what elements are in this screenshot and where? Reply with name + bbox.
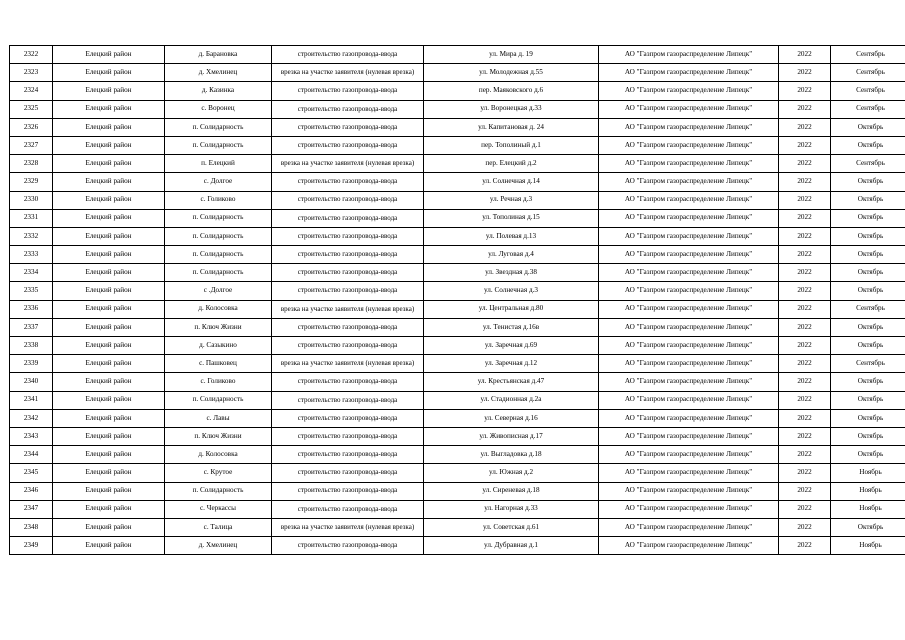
work-type-cell: строительство газопровода-ввода <box>272 118 424 136</box>
organization-cell: АО "Газпром газораспределение Липецк" <box>599 155 779 173</box>
row-number-cell: 2331 <box>10 209 53 227</box>
table-row <box>10 173 905 191</box>
district-cell: Елецкий район <box>53 482 165 500</box>
address-cell: пер. Тополиный д.1 <box>424 136 599 154</box>
address-cell: ул. Звездная д.38 <box>424 264 599 282</box>
month-cell: Сентябрь <box>831 355 905 373</box>
table-row <box>10 282 905 300</box>
district-cell: Елецкий район <box>53 355 165 373</box>
address-cell: ул. Тополиная д.15 <box>424 209 599 227</box>
year-cell: 2022 <box>779 537 831 555</box>
month-cell: Октябрь <box>831 427 905 445</box>
work-type-cell: строительство газопровода-ввода <box>272 173 424 191</box>
work-type-cell: врезка на участке заявителя (нулевая врезка) <box>272 355 424 373</box>
work-type-cell: врезка на участке заявителя (нулевая врезка) <box>272 64 424 82</box>
year-cell: 2022 <box>779 100 831 118</box>
organization-cell: АО "Газпром газораспределение Липецк" <box>599 337 779 355</box>
address-cell: ул. Выгладовка д.18 <box>424 446 599 464</box>
year-cell: 2022 <box>779 118 831 136</box>
district-cell: Елецкий район <box>53 191 165 209</box>
settlement-cell: п. Ключ Жизни <box>165 318 272 336</box>
settlement-cell: п. Солидарность <box>165 391 272 409</box>
row-number-cell: 2342 <box>10 409 53 427</box>
district-cell: Елецкий район <box>53 246 165 264</box>
row-number-cell: 2326 <box>10 118 53 136</box>
row-number-cell: 2330 <box>10 191 53 209</box>
district-cell: Елецкий район <box>53 337 165 355</box>
table-row <box>10 246 905 264</box>
year-cell: 2022 <box>779 155 831 173</box>
year-cell: 2022 <box>779 318 831 336</box>
work-type-cell: строительство газопровода-ввода <box>272 427 424 445</box>
organization-cell: АО "Газпром газораспределение Липецк" <box>599 246 779 264</box>
district-cell: Елецкий район <box>53 227 165 245</box>
work-type-cell: строительство газопровода-ввода <box>272 46 424 64</box>
row-number-cell: 2347 <box>10 500 53 518</box>
settlement-cell: д. Колосовка <box>165 446 272 464</box>
address-cell: ул. Нагорная д.33 <box>424 500 599 518</box>
organization-cell: АО "Газпром газораспределение Липецк" <box>599 318 779 336</box>
month-cell: Октябрь <box>831 318 905 336</box>
settlement-cell: п. Ключ Жизни <box>165 427 272 445</box>
organization-cell: АО "Газпром газораспределение Липецк" <box>599 209 779 227</box>
year-cell: 2022 <box>779 337 831 355</box>
table-row <box>10 409 905 427</box>
year-cell: 2022 <box>779 446 831 464</box>
row-number-cell: 2349 <box>10 537 53 555</box>
district-cell: Елецкий район <box>53 409 165 427</box>
address-cell: ул. Молодежная д.55 <box>424 64 599 82</box>
month-cell: Октябрь <box>831 282 905 300</box>
address-cell: ул. Воронецкая д.33 <box>424 100 599 118</box>
address-cell: пер. Маяковского д.6 <box>424 82 599 100</box>
organization-cell: АО "Газпром газораспределение Липецк" <box>599 537 779 555</box>
month-cell: Сентябрь <box>831 300 905 318</box>
table-body <box>10 46 905 555</box>
organization-cell: АО "Газпром газораспределение Липецк" <box>599 482 779 500</box>
district-cell: Елецкий район <box>53 427 165 445</box>
address-cell: ул. Советская д.61 <box>424 518 599 536</box>
work-type-cell: строительство газопровода-ввода <box>272 227 424 245</box>
row-number-cell: 2338 <box>10 337 53 355</box>
work-type-cell: строительство газопровода-ввода <box>272 282 424 300</box>
work-type-cell: врезка на участке заявителя (нулевая врезка) <box>272 155 424 173</box>
address-cell: ул. Полевая д.13 <box>424 227 599 245</box>
settlement-cell: с. Пашковец <box>165 355 272 373</box>
settlement-cell: д. Барановка <box>165 46 272 64</box>
year-cell: 2022 <box>779 464 831 482</box>
address-cell: ул. Стадионная д.2а <box>424 391 599 409</box>
month-cell: Октябрь <box>831 227 905 245</box>
work-type-cell: строительство газопровода-ввода <box>272 391 424 409</box>
year-cell: 2022 <box>779 355 831 373</box>
row-number-cell: 2324 <box>10 82 53 100</box>
settlement-cell: с. Крутое <box>165 464 272 482</box>
month-cell: Октябрь <box>831 391 905 409</box>
table-row <box>10 518 905 536</box>
table-row <box>10 82 905 100</box>
address-cell: пер. Елецкий д.2 <box>424 155 599 173</box>
year-cell: 2022 <box>779 191 831 209</box>
table-row <box>10 482 905 500</box>
district-cell: Елецкий район <box>53 464 165 482</box>
year-cell: 2022 <box>779 227 831 245</box>
organization-cell: АО "Газпром газораспределение Липецк" <box>599 355 779 373</box>
table-row <box>10 209 905 227</box>
row-number-cell: 2325 <box>10 100 53 118</box>
year-cell: 2022 <box>779 209 831 227</box>
address-cell: ул. Живописная д.17 <box>424 427 599 445</box>
address-cell: ул. Крестьянская д.47 <box>424 373 599 391</box>
organization-cell: АО "Газпром газораспределение Липецк" <box>599 46 779 64</box>
year-cell: 2022 <box>779 427 831 445</box>
settlement-cell: п. Солидарность <box>165 227 272 245</box>
organization-cell: АО "Газпром газораспределение Липецк" <box>599 100 779 118</box>
year-cell: 2022 <box>779 500 831 518</box>
year-cell: 2022 <box>779 409 831 427</box>
organization-cell: АО "Газпром газораспределение Липецк" <box>599 409 779 427</box>
district-cell: Елецкий район <box>53 100 165 118</box>
address-cell: ул. Южная д.2 <box>424 464 599 482</box>
work-type-cell: врезка на участке заявителя (нулевая врезка) <box>272 518 424 536</box>
table-row <box>10 64 905 82</box>
row-number-cell: 2343 <box>10 427 53 445</box>
table-row <box>10 118 905 136</box>
organization-cell: АО "Газпром газораспределение Липецк" <box>599 464 779 482</box>
table-row <box>10 391 905 409</box>
organization-cell: АО "Газпром газораспределение Липецк" <box>599 64 779 82</box>
month-cell: Сентябрь <box>831 64 905 82</box>
district-cell: Елецкий район <box>53 173 165 191</box>
row-number-cell: 2339 <box>10 355 53 373</box>
year-cell: 2022 <box>779 173 831 191</box>
table-row <box>10 446 905 464</box>
address-cell: ул. Солнечная д.14 <box>424 173 599 191</box>
settlement-cell: с. Талица <box>165 518 272 536</box>
table-row <box>10 155 905 173</box>
year-cell: 2022 <box>779 282 831 300</box>
organization-cell: АО "Газпром газораспределение Липецк" <box>599 191 779 209</box>
organization-cell: АО "Газпром газораспределение Липецк" <box>599 136 779 154</box>
district-cell: Елецкий район <box>53 300 165 318</box>
organization-cell: АО "Газпром газораспределение Липецк" <box>599 427 779 445</box>
work-type-cell: строительство газопровода-ввода <box>272 464 424 482</box>
work-type-cell: строительство газопровода-ввода <box>272 537 424 555</box>
work-type-cell: строительство газопровода-ввода <box>272 446 424 464</box>
year-cell: 2022 <box>779 64 831 82</box>
row-number-cell: 2329 <box>10 173 53 191</box>
work-type-cell: врезка на участке заявителя (нулевая врезка) <box>272 300 424 318</box>
table-row <box>10 318 905 336</box>
district-cell: Елецкий район <box>53 373 165 391</box>
district-cell: Елецкий район <box>53 391 165 409</box>
row-number-cell: 2348 <box>10 518 53 536</box>
year-cell: 2022 <box>779 300 831 318</box>
organization-cell: АО "Газпром газораспределение Липецк" <box>599 282 779 300</box>
row-number-cell: 2335 <box>10 282 53 300</box>
organization-cell: АО "Газпром газораспределение Липецк" <box>599 300 779 318</box>
settlement-cell: п. Солидарность <box>165 246 272 264</box>
settlement-cell: д. Казинка <box>165 82 272 100</box>
address-cell: ул. Дубравная д.1 <box>424 537 599 555</box>
district-cell: Елецкий район <box>53 537 165 555</box>
settlement-cell: п. Солидарность <box>165 209 272 227</box>
address-cell: ул. Капитановая д. 24 <box>424 118 599 136</box>
row-number-cell: 2337 <box>10 318 53 336</box>
organization-cell: АО "Газпром газораспределение Липецк" <box>599 518 779 536</box>
address-cell: ул. Луговая д.4 <box>424 246 599 264</box>
address-cell: ул. Сиреневая д.18 <box>424 482 599 500</box>
year-cell: 2022 <box>779 373 831 391</box>
settlement-cell: п. Елецкий <box>165 155 272 173</box>
work-type-cell: строительство газопровода-ввода <box>272 373 424 391</box>
address-cell: ул. Речная д.3 <box>424 191 599 209</box>
row-number-cell: 2340 <box>10 373 53 391</box>
address-cell: ул. Тенистая д.16в <box>424 318 599 336</box>
table-row <box>10 427 905 445</box>
district-cell: Елецкий район <box>53 136 165 154</box>
district-cell: Елецкий район <box>53 155 165 173</box>
table-row <box>10 136 905 154</box>
work-type-cell: строительство газопровода-ввода <box>272 82 424 100</box>
month-cell: Сентябрь <box>831 100 905 118</box>
table-row <box>10 537 905 555</box>
month-cell: Сентябрь <box>831 155 905 173</box>
organization-cell: АО "Газпром газораспределение Липецк" <box>599 118 779 136</box>
month-cell: Ноябрь <box>831 500 905 518</box>
address-cell: ул. Заречная д.69 <box>424 337 599 355</box>
row-number-cell: 2336 <box>10 300 53 318</box>
year-cell: 2022 <box>779 82 831 100</box>
work-type-cell: строительство газопровода-ввода <box>272 246 424 264</box>
work-type-cell: строительство газопровода-ввода <box>272 100 424 118</box>
year-cell: 2022 <box>779 391 831 409</box>
row-number-cell: 2327 <box>10 136 53 154</box>
district-cell: Елецкий район <box>53 500 165 518</box>
district-cell: Елецкий район <box>53 82 165 100</box>
table-row <box>10 191 905 209</box>
district-cell: Елецкий район <box>53 282 165 300</box>
year-cell: 2022 <box>779 482 831 500</box>
settlement-cell: п. Солидарность <box>165 264 272 282</box>
row-number-cell: 2345 <box>10 464 53 482</box>
settlement-cell: с. Голиково <box>165 191 272 209</box>
organization-cell: АО "Газпром газораспределение Липецк" <box>599 227 779 245</box>
table-row <box>10 355 905 373</box>
organization-cell: АО "Газпром газораспределение Липецк" <box>599 446 779 464</box>
row-number-cell: 2344 <box>10 446 53 464</box>
month-cell: Октябрь <box>831 373 905 391</box>
row-number-cell: 2323 <box>10 64 53 82</box>
table-row <box>10 46 905 64</box>
month-cell: Ноябрь <box>831 537 905 555</box>
work-type-cell: строительство газопровода-ввода <box>272 209 424 227</box>
settlement-cell: с. Долгое <box>165 173 272 191</box>
table-row <box>10 300 905 318</box>
address-cell: ул. Центральная д.80 <box>424 300 599 318</box>
settlement-cell: д. Сазыкино <box>165 337 272 355</box>
month-cell: Октябрь <box>831 191 905 209</box>
month-cell: Октябрь <box>831 136 905 154</box>
settlement-cell: с. Голиково <box>165 373 272 391</box>
settlement-cell: с. Черкассы <box>165 500 272 518</box>
settlement-cell: п. Солидарность <box>165 482 272 500</box>
address-cell: ул. Северная д.16 <box>424 409 599 427</box>
settlement-cell: п. Солидарность <box>165 118 272 136</box>
district-cell: Елецкий район <box>53 318 165 336</box>
month-cell: Октябрь <box>831 264 905 282</box>
settlement-cell: д. Хмелинец <box>165 537 272 555</box>
month-cell: Октябрь <box>831 409 905 427</box>
table-row <box>10 100 905 118</box>
month-cell: Октябрь <box>831 118 905 136</box>
table-row <box>10 500 905 518</box>
month-cell: Ноябрь <box>831 464 905 482</box>
work-type-cell: строительство газопровода-ввода <box>272 500 424 518</box>
month-cell: Ноябрь <box>831 482 905 500</box>
month-cell: Октябрь <box>831 209 905 227</box>
organization-cell: АО "Газпром газораспределение Липецк" <box>599 391 779 409</box>
row-number-cell: 2333 <box>10 246 53 264</box>
year-cell: 2022 <box>779 46 831 64</box>
row-number-cell: 2328 <box>10 155 53 173</box>
district-cell: Елецкий район <box>53 64 165 82</box>
month-cell: Сентябрь <box>831 82 905 100</box>
year-cell: 2022 <box>779 136 831 154</box>
address-cell: ул. Мира д. 19 <box>424 46 599 64</box>
district-cell: Елецкий район <box>53 209 165 227</box>
organization-cell: АО "Газпром газораспределение Липецк" <box>599 373 779 391</box>
year-cell: 2022 <box>779 246 831 264</box>
row-number-cell: 2341 <box>10 391 53 409</box>
row-number-cell: 2332 <box>10 227 53 245</box>
district-cell: Елецкий район <box>53 446 165 464</box>
address-cell: ул. Заречная д.12 <box>424 355 599 373</box>
gas-connection-table <box>9 45 905 555</box>
district-cell: Елецкий район <box>53 518 165 536</box>
table-row <box>10 464 905 482</box>
month-cell: Сентябрь <box>831 46 905 64</box>
row-number-cell: 2334 <box>10 264 53 282</box>
district-cell: Елецкий район <box>53 264 165 282</box>
row-number-cell: 2346 <box>10 482 53 500</box>
table-row <box>10 264 905 282</box>
settlement-cell: с .Долгое <box>165 282 272 300</box>
month-cell: Октябрь <box>831 446 905 464</box>
settlement-cell: с. Лавы <box>165 409 272 427</box>
organization-cell: АО "Газпром газораспределение Липецк" <box>599 500 779 518</box>
settlement-cell: д. Хмелинец <box>165 64 272 82</box>
district-cell: Елецкий район <box>53 118 165 136</box>
settlement-cell: д. Колосовка <box>165 300 272 318</box>
organization-cell: АО "Газпром газораспределение Липецк" <box>599 173 779 191</box>
table-row <box>10 373 905 391</box>
work-type-cell: строительство газопровода-ввода <box>272 337 424 355</box>
work-type-cell: строительство газопровода-ввода <box>272 318 424 336</box>
district-cell: Елецкий район <box>53 46 165 64</box>
month-cell: Октябрь <box>831 337 905 355</box>
table-row <box>10 227 905 245</box>
settlement-cell: с. Воронец <box>165 100 272 118</box>
work-type-cell: строительство газопровода-ввода <box>272 409 424 427</box>
year-cell: 2022 <box>779 264 831 282</box>
organization-cell: АО "Газпром газораспределение Липецк" <box>599 264 779 282</box>
month-cell: Октябрь <box>831 246 905 264</box>
work-type-cell: строительство газопровода-ввода <box>272 264 424 282</box>
table-row <box>10 337 905 355</box>
settlement-cell: п. Солидарность <box>165 136 272 154</box>
month-cell: Октябрь <box>831 173 905 191</box>
work-type-cell: строительство газопровода-ввода <box>272 136 424 154</box>
work-type-cell: строительство газопровода-ввода <box>272 482 424 500</box>
month-cell: Октябрь <box>831 518 905 536</box>
address-cell: ул. Солнечная д.3 <box>424 282 599 300</box>
work-type-cell: строительство газопровода-ввода <box>272 191 424 209</box>
year-cell: 2022 <box>779 518 831 536</box>
row-number-cell: 2322 <box>10 46 53 64</box>
organization-cell: АО "Газпром газораспределение Липецк" <box>599 82 779 100</box>
